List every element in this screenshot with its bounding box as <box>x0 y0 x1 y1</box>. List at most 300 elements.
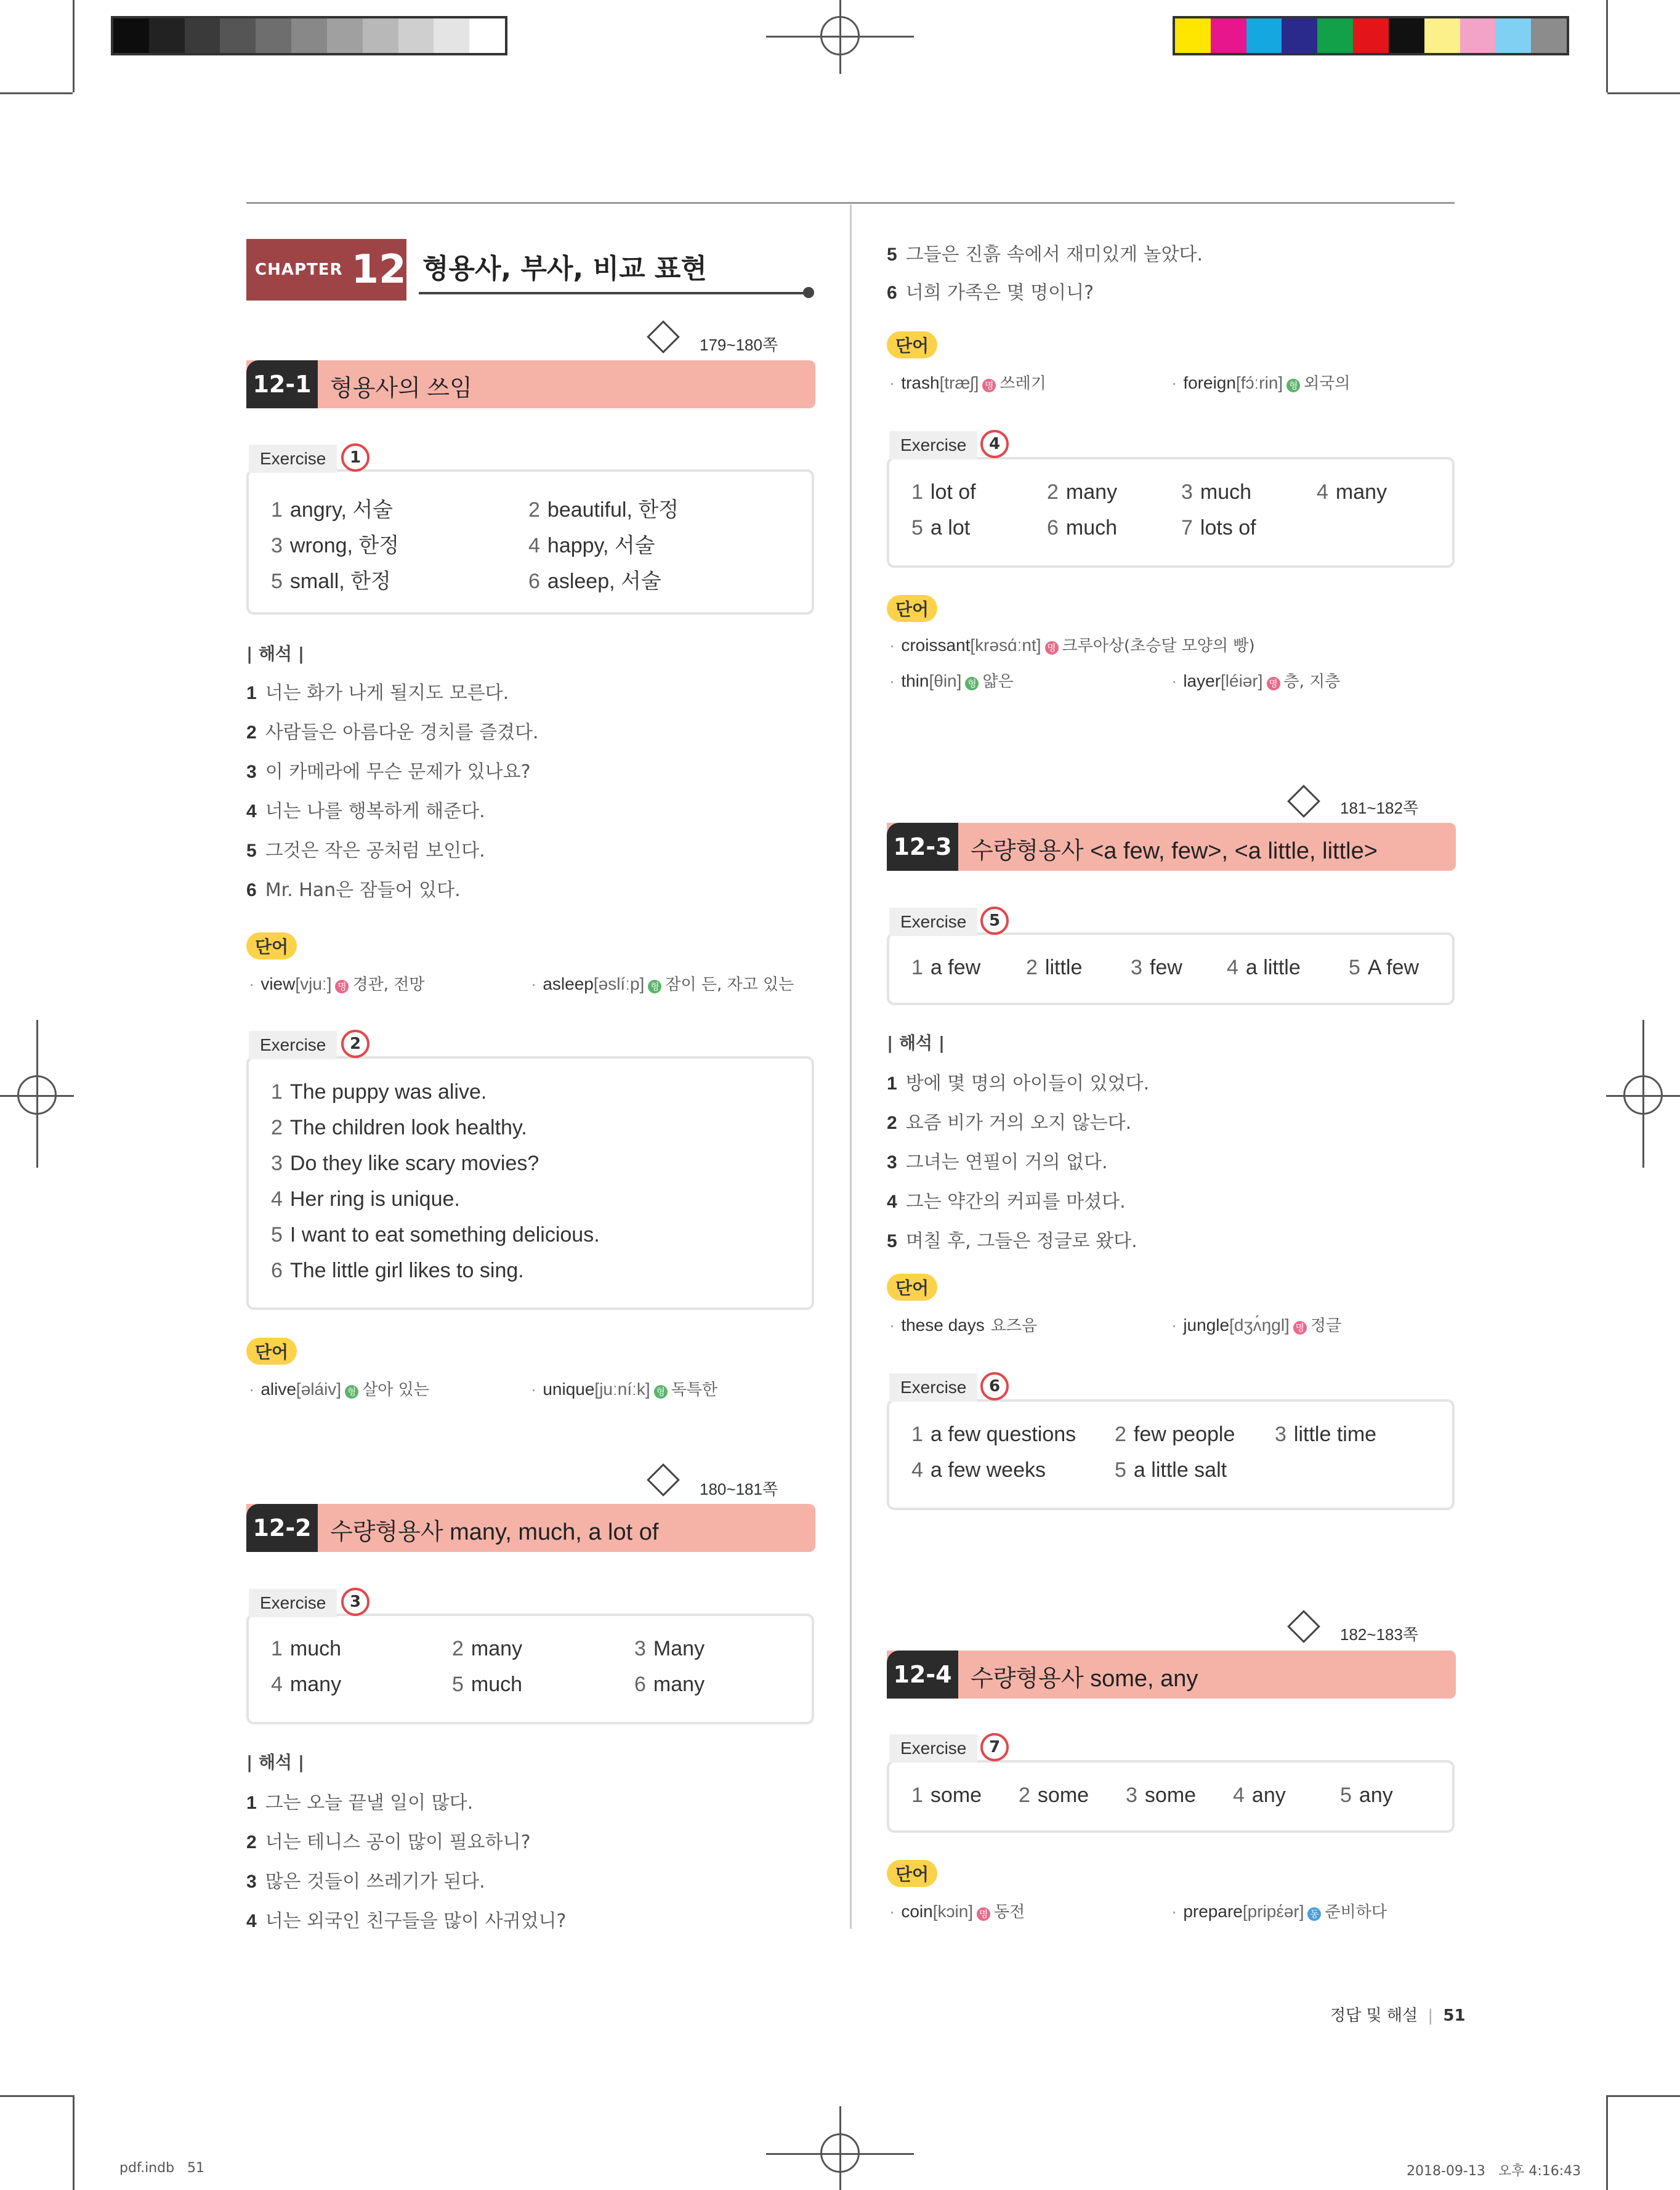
answer-text: much <box>470 1673 523 1696</box>
answer-text: any <box>1359 1784 1393 1807</box>
answer-item <box>528 564 661 594</box>
answer-text: asleep, 서술 <box>547 570 661 593</box>
answer-number: 1 <box>271 1637 283 1660</box>
answer-text: a few <box>930 956 981 979</box>
explanation-line <box>887 1107 1131 1134</box>
line-number: 5 <box>246 841 257 861</box>
section-badge: 12-3 <box>887 823 958 871</box>
grayscale-bar <box>111 16 507 55</box>
answer-number: 2 <box>1047 480 1059 504</box>
line-number: 3 <box>887 1152 897 1173</box>
vocab-meaning: 요즈음 <box>990 1317 1038 1335</box>
exercise-number: 7 <box>980 1733 1009 1761</box>
answer-item <box>1115 1458 1227 1482</box>
crop-mark <box>0 2095 73 2097</box>
answer-number: 3 <box>1181 480 1193 504</box>
exercise-box <box>887 457 1455 568</box>
answer-number: 2 <box>1026 956 1038 979</box>
answer-number: 5 <box>1349 956 1360 979</box>
line-number: 1 <box>887 1073 897 1094</box>
column-divider <box>850 204 852 1929</box>
part-of-speech-icon: 형 <box>648 980 661 993</box>
line-text: 그것은 작은 공처럼 보인다. <box>265 840 485 862</box>
section-badge: 12-2 <box>246 1504 318 1552</box>
page-reference: 179~180쪽 <box>700 336 778 354</box>
file-slug: pdf.indb 51 <box>119 2160 205 2176</box>
answer-text: happy, 서술 <box>547 534 655 557</box>
vocab-word: coin <box>901 1902 933 1921</box>
exercise-tab: Exercise <box>889 1734 977 1763</box>
exercise-tab: Exercise <box>249 445 337 473</box>
line-text: Mr. Han은 잠들어 있다. <box>265 879 461 901</box>
answer-number: 4 <box>1233 1784 1245 1807</box>
answer-text: a little <box>1245 956 1301 979</box>
part-of-speech-icon: 형 <box>345 1385 358 1399</box>
answer-text: some <box>1037 1784 1089 1807</box>
section-header <box>246 360 815 408</box>
vocab-meaning: 쓰레기 <box>1000 374 1046 393</box>
magnifier-icon <box>647 1463 680 1497</box>
section-title: 수량형용사 many, much, a lot of <box>330 1519 659 1545</box>
answer-item <box>271 1637 341 1661</box>
vocab-item <box>531 972 794 995</box>
vocab-word: view <box>260 974 296 993</box>
registration-mark <box>36 1020 38 1168</box>
answer-number: 2 <box>452 1637 464 1660</box>
line-number: 3 <box>246 762 257 782</box>
line-text: 많은 것들이 쓰레기가 된다. <box>265 1871 485 1893</box>
answer-number: 5 <box>911 516 923 539</box>
magnifier-icon <box>647 320 680 354</box>
answer-number: 4 <box>271 1673 283 1696</box>
vocab-word: croissant <box>901 636 971 655</box>
answer-item <box>271 1152 539 1176</box>
exercise-tab: Exercise <box>249 1589 337 1617</box>
crop-mark <box>1606 2095 1608 2190</box>
vocab-meaning: 크루아상(초승달 모양의 빵) <box>1062 637 1255 655</box>
vocab-phonetic: [əláiv] <box>296 1380 342 1399</box>
answer-text: much <box>1065 516 1118 539</box>
vocab-phonetic: [krəsɑ́ːnt] <box>970 636 1041 655</box>
footer-label: 정답 및 해설 <box>1330 2006 1418 2025</box>
part-of-speech-icon: 명 <box>982 379 996 392</box>
part-of-speech-icon: 명 <box>335 980 349 993</box>
explanation-line <box>887 277 1094 304</box>
line-number: 1 <box>246 1793 257 1813</box>
answer-number: 6 <box>634 1673 646 1696</box>
answer-item <box>1131 956 1182 980</box>
chapter-underline-dot <box>803 287 814 298</box>
answer-item <box>528 528 655 559</box>
vocab-meaning: 동전 <box>994 1903 1025 1921</box>
vocab-item <box>889 669 1014 692</box>
line-number: 1 <box>246 683 257 703</box>
section-title: 수량형용사 some, any <box>971 1666 1198 1692</box>
chapter-label: CHAPTER <box>255 261 343 279</box>
vocab-word: foreign <box>1183 373 1236 392</box>
answer-item <box>911 956 980 980</box>
answer-item <box>1317 480 1387 504</box>
answer-number: 1 <box>911 480 923 504</box>
explanation-label: 해석 <box>258 1752 293 1772</box>
answer-text: angry, 서술 <box>289 498 394 522</box>
explanation-header: | 해석 | <box>246 644 305 664</box>
answer-text: I want to eat something delicious. <box>289 1223 600 1247</box>
answer-item <box>271 1223 600 1247</box>
answer-number: 4 <box>911 1458 923 1482</box>
line-number: 5 <box>887 244 897 265</box>
explanation-line <box>887 1186 1126 1213</box>
exercise-number: 2 <box>341 1030 370 1058</box>
answer-item <box>911 1458 1046 1482</box>
page-reference: 182~183쪽 <box>1340 1625 1419 1644</box>
answer-item <box>271 1259 524 1283</box>
explanation-label: 해석 <box>899 1033 933 1053</box>
answer-text: A few <box>1367 956 1420 979</box>
page-reference: 181~182쪽 <box>1340 799 1419 817</box>
answer-text: few people <box>1133 1423 1235 1446</box>
answer-text: many <box>289 1673 342 1696</box>
answer-text: The children look healthy. <box>289 1116 527 1139</box>
explanation-header: | 해석 | <box>887 1033 945 1053</box>
part-of-speech-icon: 명 <box>1267 677 1280 690</box>
answer-item <box>1233 1784 1286 1808</box>
answer-item <box>1349 956 1419 980</box>
magnifier-icon <box>1287 1610 1320 1643</box>
answer-text: The puppy was alive. <box>289 1080 487 1104</box>
line-text: 이 카메라에 무슨 문제가 있나요? <box>265 761 531 783</box>
section-header <box>887 1651 1456 1699</box>
answer-text: few <box>1149 956 1182 979</box>
print-timestamp: 2018-09-13 오후 4:16:43 <box>1407 2164 1581 2179</box>
answer-item <box>911 1423 1076 1447</box>
exercise-number: 4 <box>980 430 1009 458</box>
explanation-header: | 해석 | <box>246 1752 305 1772</box>
line-text: 너는 테니스 공이 많이 필요하니? <box>265 1832 531 1853</box>
answer-text: much <box>1200 480 1252 504</box>
exercise-number: 1 <box>341 443 370 472</box>
vocab-word: trash <box>901 373 940 392</box>
answer-number: 2 <box>271 1116 283 1139</box>
answer-text: The little girl likes to sing. <box>289 1259 524 1282</box>
answer-item <box>271 1116 527 1140</box>
bullet: · <box>1171 671 1177 690</box>
section-header <box>887 823 1456 871</box>
bullet: · <box>1171 373 1177 392</box>
vocab-pill: 단어 <box>246 1338 297 1365</box>
line-text: 그는 약간의 커피를 마셨다. <box>905 1191 1126 1213</box>
line-text: 며칠 후, 그들은 정글로 왔다. <box>905 1230 1137 1252</box>
vocab-word: unique <box>543 1380 595 1399</box>
page-number: 51 <box>1443 2006 1466 2025</box>
vocab-phonetic: [léiər] <box>1221 671 1263 690</box>
answer-number: 6 <box>271 1259 283 1282</box>
answer-number: 3 <box>271 1152 283 1175</box>
part-of-speech-icon: 동 <box>1307 1907 1321 1921</box>
vocab-item <box>1171 371 1351 394</box>
answer-number: 5 <box>271 570 283 593</box>
answer-text: little <box>1044 956 1083 979</box>
registration-mark <box>839 0 841 74</box>
answer-number: 1 <box>911 1784 923 1807</box>
answer-item <box>1019 1784 1089 1808</box>
vocab-word: asleep <box>543 974 594 993</box>
chapter-number: 12 <box>351 247 406 293</box>
line-text: 너는 나를 행복하게 해준다. <box>265 801 485 822</box>
answer-number: 1 <box>911 1423 923 1446</box>
crop-mark <box>73 2095 75 2190</box>
line-text: 너희 가족은 몇 명이니? <box>905 282 1094 304</box>
chapter-underline <box>419 292 807 294</box>
answer-text: beautiful, 한정 <box>547 498 679 522</box>
vocab-pill: 단어 <box>887 331 937 358</box>
part-of-speech-icon: 형 <box>965 677 979 690</box>
vocab-phonetic: [pripέər] <box>1242 1902 1304 1921</box>
exercise-number: 3 <box>341 1588 370 1616</box>
answer-text: wrong, 한정 <box>289 534 400 557</box>
line-number: 2 <box>887 1113 897 1133</box>
answer-item <box>271 564 391 594</box>
answer-text: many <box>470 1637 523 1660</box>
answer-number: 3 <box>1126 1784 1137 1807</box>
line-number: 4 <box>246 1911 257 1931</box>
bullet: · <box>531 974 537 993</box>
answer-number: 6 <box>528 570 540 593</box>
exercise-number: 6 <box>980 1372 1009 1400</box>
answer-item <box>911 480 976 504</box>
vocab-item <box>1171 1313 1341 1336</box>
line-number: 6 <box>887 283 897 303</box>
exercise-tab: Exercise <box>889 1373 977 1402</box>
explanation-line <box>246 835 485 862</box>
line-text: 그는 오늘 끝낼 일이 많다. <box>265 1792 474 1814</box>
answer-text: some <box>1144 1784 1197 1807</box>
vocab-pill: 단어 <box>887 595 937 622</box>
answer-text: many <box>1335 480 1387 504</box>
answer-text: a few weeks <box>930 1458 1046 1482</box>
bullet: · <box>1171 1902 1177 1921</box>
vocab-meaning: 경관, 전망 <box>352 976 425 994</box>
answer-text: a little salt <box>1133 1458 1227 1482</box>
explanation-line <box>246 1827 531 1854</box>
answer-number: 5 <box>1115 1458 1126 1482</box>
bullet: · <box>889 671 895 690</box>
vocab-item <box>249 1377 429 1400</box>
bullet: · <box>1171 1315 1177 1335</box>
bullet: · <box>531 1380 537 1399</box>
answer-number: 4 <box>1227 956 1238 979</box>
crop-mark <box>1606 0 1608 92</box>
vocab-phonetic: [dʒʌ́ŋgl] <box>1229 1315 1290 1335</box>
vocab-item <box>1171 1899 1387 1922</box>
vocab-word: alive <box>260 1380 296 1399</box>
vocab-item <box>249 972 424 995</box>
vocab-word: jungle <box>1183 1315 1230 1335</box>
line-number: 4 <box>887 1192 897 1212</box>
vocab-phonetic: [juːníːk] <box>594 1380 650 1399</box>
answer-text: lot of <box>930 480 976 504</box>
line-number: 3 <box>246 1872 257 1892</box>
vocab-word: prepare <box>1183 1902 1243 1921</box>
vocab-item <box>1171 669 1340 692</box>
answer-text: some <box>930 1784 982 1807</box>
answer-item <box>1181 480 1251 504</box>
answer-item <box>1115 1423 1235 1447</box>
answer-number: 1 <box>911 956 923 979</box>
answer-item <box>911 1784 982 1808</box>
section-badge: 12-4 <box>887 1651 958 1699</box>
answer-number: 1 <box>271 1080 283 1104</box>
exercise-box <box>887 1399 1455 1510</box>
explanation-label: 해석 <box>258 644 293 664</box>
answer-number: 1 <box>271 498 283 522</box>
crop-mark <box>1607 92 1680 94</box>
line-number: 2 <box>246 722 257 743</box>
vocab-phonetic: [əslíːp] <box>593 974 645 993</box>
vocab-item <box>889 371 1046 394</box>
vocab-pill: 단어 <box>887 1860 937 1887</box>
top-rule <box>246 202 1455 204</box>
exercise-tab: Exercise <box>249 1031 337 1059</box>
line-text: 방에 몇 명의 아이들이 있었다. <box>905 1073 1150 1094</box>
vocab-meaning: 층, 지층 <box>1283 673 1341 691</box>
part-of-speech-icon: 형 <box>1286 379 1300 392</box>
explanation-line <box>887 239 1203 266</box>
part-of-speech-icon: 명 <box>1293 1321 1307 1335</box>
bullet: · <box>889 1902 895 1921</box>
answer-text: Do they like scary movies? <box>289 1152 539 1175</box>
section-header <box>246 1504 815 1552</box>
answer-text: many <box>653 1673 705 1696</box>
vocab-item <box>531 1377 717 1400</box>
vocab-meaning: 얇은 <box>982 673 1014 691</box>
bullet: · <box>889 373 895 392</box>
answer-number: 3 <box>271 534 283 557</box>
magnifier-icon <box>1287 785 1320 818</box>
answer-item <box>1340 1784 1393 1808</box>
answer-number: 3 <box>1275 1423 1286 1446</box>
answer-text: many <box>1065 480 1118 504</box>
line-number: 2 <box>246 1832 257 1853</box>
line-text: 사람들은 아름다운 경치를 즐겼다. <box>265 722 539 743</box>
bullet: · <box>249 1380 255 1399</box>
line-text: 그들은 진흙 속에서 재미있게 놀았다. <box>905 244 1203 265</box>
exercise-box <box>246 1614 814 1724</box>
explanation-line <box>246 796 485 823</box>
line-number: 5 <box>887 1231 897 1251</box>
vocab-word: layer <box>1183 671 1221 690</box>
page-reference: 180~181쪽 <box>700 1480 778 1498</box>
chapter-title: 형용사, 부사, 비교 표현 <box>422 253 707 285</box>
part-of-speech-icon: 형 <box>654 1385 668 1399</box>
answer-item <box>452 1637 522 1661</box>
vocab-item <box>889 1313 1037 1336</box>
vocab-phonetic: [vjuː] <box>295 974 332 993</box>
answer-item <box>1227 956 1301 980</box>
vocab-pill: 단어 <box>246 932 297 960</box>
answer-item <box>634 1637 705 1661</box>
line-number: 4 <box>246 801 257 822</box>
explanation-line <box>246 756 531 783</box>
answer-text: lots of <box>1200 516 1256 539</box>
vocab-meaning: 살아 있는 <box>362 1381 429 1399</box>
explanation-line <box>246 1787 473 1814</box>
bullet: · <box>889 636 895 655</box>
vocab-item <box>889 633 1255 656</box>
page-footer: 정답 및 해설 | 51 <box>1330 2006 1466 2025</box>
answer-number: 6 <box>1047 516 1059 539</box>
answer-item <box>1181 516 1256 540</box>
section-title: 형용사의 쓰임 <box>330 376 472 402</box>
registration-mark <box>1642 1020 1644 1168</box>
vocab-meaning: 정글 <box>1310 1317 1342 1335</box>
answer-number: 5 <box>271 1223 283 1247</box>
answer-number: 4 <box>528 534 540 557</box>
answer-item <box>1275 1423 1376 1447</box>
vocab-phonetic: [fɔ́ːrin] <box>1235 373 1283 392</box>
answer-item <box>528 493 679 523</box>
vocab-meaning: 외국의 <box>1304 374 1351 393</box>
answer-number: 3 <box>634 1637 646 1660</box>
answer-item <box>911 516 970 540</box>
crop-mark <box>73 0 75 92</box>
explanation-line <box>887 1226 1137 1253</box>
answer-item <box>1047 480 1117 504</box>
answer-item <box>271 1080 487 1104</box>
explanation-line <box>887 1068 1149 1095</box>
explanation-line <box>246 717 539 744</box>
exercise-tab: Exercise <box>889 908 977 936</box>
line-text: 요즘 비가 거의 오지 않는다. <box>905 1112 1132 1134</box>
answer-text: a few questions <box>930 1423 1076 1446</box>
chapter-badge <box>246 239 406 301</box>
explanation-line <box>887 1147 1108 1174</box>
answer-number: 7 <box>1181 516 1193 539</box>
answer-text: Her ring is unique. <box>289 1187 460 1211</box>
vocab-meaning: 준비하다 <box>1325 1903 1387 1921</box>
answer-item <box>271 1187 460 1211</box>
vocab-phonetic: [θin] <box>929 671 962 690</box>
vocab-word: thin <box>901 671 929 690</box>
answer-number: 5 <box>1340 1784 1352 1807</box>
line-text: 그녀는 연필이 거의 없다. <box>905 1152 1108 1173</box>
bullet: · <box>889 1315 895 1335</box>
section-title: 수량형용사 <a few, few>, <a little, little> <box>971 838 1378 864</box>
answer-text: much <box>289 1637 342 1660</box>
answer-item <box>1026 956 1082 980</box>
vocab-word: these days <box>901 1315 985 1335</box>
answer-number: 4 <box>271 1187 283 1211</box>
bullet: · <box>249 974 255 993</box>
explanation-line <box>246 677 509 705</box>
answer-item <box>1047 516 1117 540</box>
answer-item <box>271 493 393 523</box>
answer-item <box>452 1673 522 1697</box>
answer-number: 5 <box>452 1673 464 1696</box>
answer-number: 2 <box>1019 1784 1030 1807</box>
vocab-pill: 단어 <box>887 1274 937 1301</box>
part-of-speech-icon: 명 <box>1045 641 1059 655</box>
answer-item <box>1126 1784 1196 1808</box>
answer-item <box>271 528 399 559</box>
answer-text: little time <box>1293 1423 1377 1446</box>
answer-number: 4 <box>1317 480 1328 504</box>
answer-item <box>271 1673 341 1697</box>
vocab-phonetic: [kɔin] <box>932 1902 974 1921</box>
vocab-item <box>889 1899 1025 1922</box>
registration-mark <box>839 2106 841 2190</box>
answer-text: any <box>1251 1784 1286 1807</box>
